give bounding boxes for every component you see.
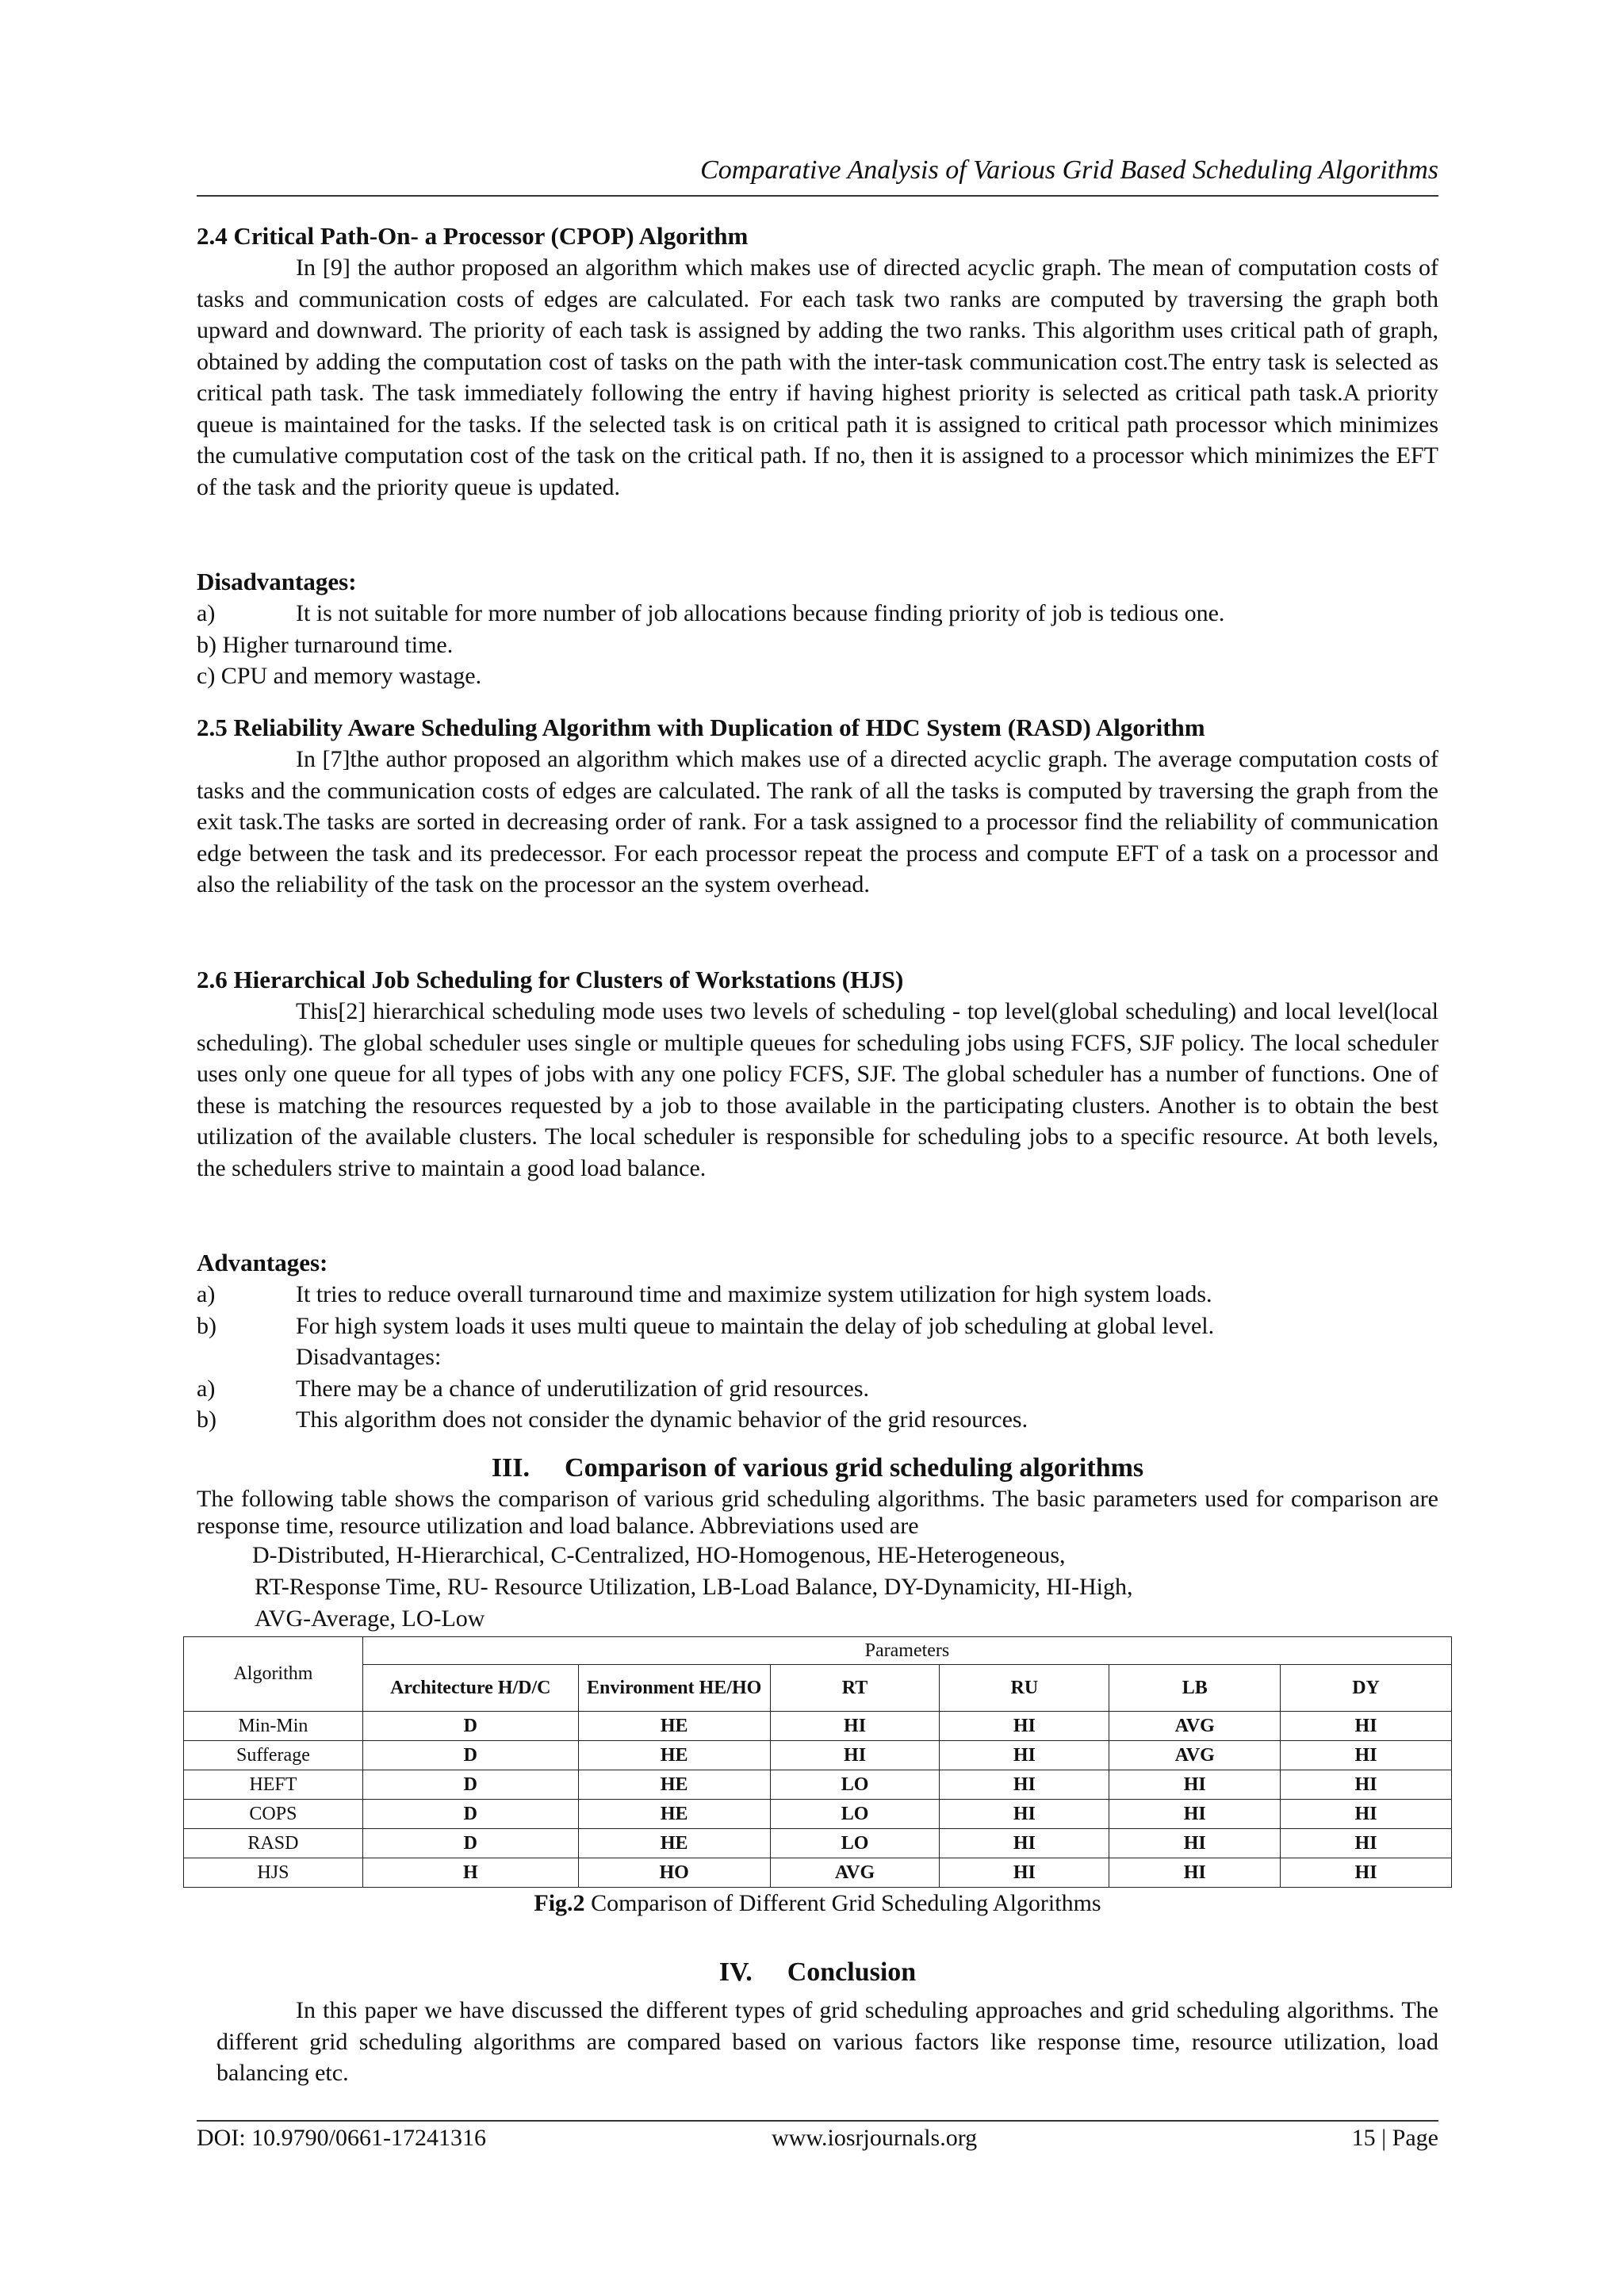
section-body: In [9] the author proposed an algorithm which makes use of directed acyclic graph. The mean of computation costs of tasks and communication costs of edges are calculated. For each task two ranks are computed by traversing the graph both upward and downward. The priority of each task is assigned by adding the two ranks. This algorithm uses critical path of graph, obtained by adding the computation cost of tasks on the path with the inter-task communication cost.The entry task is selected as critical path task. The task immediately following the entry if having highest priority is selected as critical path task.A priority queue is maintained for the tasks. If the selected task is on critical path it is assigned to critical path processor which minimizes the cumulative computation cost of the task on the critical path. If no, then it is assigned to a processor which minimizes the EFT of the task and the priority queue is updated. (197, 254, 1438, 500)
section-conclusion (197, 1955, 1438, 2089)
table-cell: D (362, 1770, 578, 1800)
table-cell: HI (1109, 1858, 1281, 1888)
section-body: This[2] hierarchical scheduling mode uses two levels of scheduling - top level(global scheduling) and local level(local scheduling). The global scheduler uses single or multiple queues for scheduling jobs using FCFS, SJF policy. The local scheduler uses only one queue for all types of jobs with any one policy FCFS, SJF. The global scheduler has a number of functions. One of these is matching the resources requested by a job to those available in the participating clusters. Another is to obtain the best utilization of the available clusters. The local scheduler is responsible for scheduling jobs to a specific resource. At both levels, the schedulers strive to maintain a good load balance. (197, 998, 1438, 1181)
list-item: b) Higher turnaround time. (197, 631, 454, 658)
table-row (184, 1800, 1452, 1829)
abbreviation-line: AVG-Average, LO-Low (255, 1605, 485, 1632)
list-item: a) There may be a chance of underutilization of grid resources. (197, 1375, 870, 1402)
table-header-row (184, 1665, 1452, 1712)
table-cell: HE (578, 1770, 770, 1800)
running-header: Comparative Analysis of Various Grid Based Scheduling Algorithms (700, 155, 1438, 185)
table-cell: HI (940, 1770, 1109, 1800)
section-heading: 2.6 Hierarchical Job Scheduling for Clusters of Workstations (HJS) (197, 966, 904, 993)
section-rasd (197, 712, 1438, 901)
table-cell: HI (1109, 1770, 1281, 1800)
table-cell: LO (770, 1829, 940, 1858)
table-header-row (184, 1637, 1452, 1665)
section-body: The following table shows the comparison of various grid scheduling algorithms. The basic parameters used for comparison are response time, resource utilization and load balance. Abbreviations used are (197, 1486, 1438, 1539)
table-cell: RASD (184, 1829, 363, 1858)
table-header-cell: DY (1281, 1665, 1452, 1712)
table-cell: D (362, 1800, 578, 1829)
section-title: III. Comparison of various grid scheduling algorithms (491, 1453, 1144, 1483)
table-cell: D (362, 1829, 578, 1858)
section-body: In [7]the author proposed an algorithm which makes use of a directed acyclic graph. The average computation costs of tasks and the communication costs of edges are calculated. The rank of all the tasks is computed by traversing the graph from the exit task.The tasks are sorted in decreasing order of rank. For a task assigned to a processor find the reliability of communication edge between the task and its predecessor. For each processor repeat the process and compute EFT of a task on a processor and also the reliability of the task on the processor an the system overhead. (197, 746, 1438, 897)
table-cell: Min-Min (184, 1712, 363, 1741)
table-cell: HI (770, 1712, 940, 1741)
table-cell: HO (578, 1858, 770, 1888)
footer-rule (197, 2120, 1438, 2122)
section-body: In this paper we have discussed the different types of grid scheduling approaches and grid scheduling algorithms. The different grid scheduling algorithms are compared based on various factors like response time, resource utilization, load balancing etc. (216, 1997, 1438, 2086)
table-cell: LO (770, 1800, 940, 1829)
table-header-cell: Algorithm (184, 1637, 363, 1712)
list-title: Disadvantages: (197, 568, 357, 595)
table-header-cell: Architecture H/D/C (362, 1665, 578, 1712)
section-cpop (197, 220, 1438, 503)
doi-text: DOI: 10.9790/0661-17241316 (197, 2125, 486, 2151)
table-cell: HI (1281, 1858, 1452, 1888)
table-row (184, 1829, 1452, 1858)
table-cell: COPS (184, 1800, 363, 1829)
table-cell: AVG (1109, 1741, 1281, 1770)
page-number: 15 | Page (1351, 2125, 1438, 2151)
header-rule (197, 195, 1438, 197)
table-cell: HI (940, 1858, 1109, 1888)
table-cell: AVG (770, 1858, 940, 1888)
table-row (184, 1858, 1452, 1888)
table-cell: H (362, 1858, 578, 1888)
table-cell: HE (578, 1741, 770, 1770)
table-cell: HI (1109, 1800, 1281, 1829)
table-cell: D (362, 1741, 578, 1770)
hjs-advantages (197, 1247, 1438, 1436)
table-cell: D (362, 1712, 578, 1741)
table-cell: HE (578, 1800, 770, 1829)
table-row (184, 1712, 1452, 1741)
table-header-cell: RU (940, 1665, 1109, 1712)
table-cell: HE (578, 1829, 770, 1858)
list-item: b) For high system loads it uses multi queue to maintain the delay of job scheduling at global level. (197, 1312, 1215, 1339)
table-cell: HI (940, 1712, 1109, 1741)
table-row (184, 1770, 1452, 1800)
section-heading: 2.5 Reliability Aware Scheduling Algorithm with Duplication of HDC System (RASD) Algorithm (197, 714, 1205, 741)
abbreviation-line: D-Distributed, H-Hierarchical, C-Centralized, HO-Homogenous, HE-Heterogeneous, (252, 1542, 1066, 1568)
table-cell: HE (578, 1712, 770, 1741)
journal-site-link[interactable]: www.iosrjournals.org (772, 2125, 978, 2151)
table-header-cell: LB (1109, 1665, 1281, 1712)
section-heading: 2.4 Critical Path-On- a Processor (CPOP) Algorithm (197, 222, 749, 250)
table-cell: HI (1281, 1800, 1452, 1829)
table-cell: HEFT (184, 1770, 363, 1800)
section-title: IV. Conclusion (718, 1957, 917, 1987)
table-cell: HI (1109, 1829, 1281, 1858)
cpop-disadvantages (197, 566, 1438, 692)
table-cell: HI (940, 1741, 1109, 1770)
list-item: b) This algorithm does not consider the dynamic behavior of the grid resources. (197, 1406, 1028, 1433)
table-header-cell: RT (770, 1665, 940, 1712)
table-header-cell: Environment HE/HO (578, 1665, 770, 1712)
table-cell: HI (1281, 1829, 1452, 1858)
abbreviation-line: RT-Response Time, RU- Resource Utilization, LB-Load Balance, DY-Dynamicity, HI-High, (255, 1574, 1133, 1600)
table-cell: HI (1281, 1741, 1452, 1770)
list-item: a) It tries to reduce overall turnaround time and maximize system utilization for high system loads. (197, 1281, 1212, 1307)
table-cell: HI (940, 1800, 1109, 1829)
list-title: Advantages: (197, 1249, 328, 1276)
table-cell: HI (940, 1829, 1109, 1858)
table-cell: HI (770, 1741, 940, 1770)
section-comparison (197, 1451, 1438, 1635)
list-item: Disadvantages: (296, 1344, 442, 1370)
table-header-cell: Parameters (362, 1637, 1451, 1665)
table-cell: HI (1281, 1712, 1452, 1741)
list-item: a) It is not suitable for more number of job allocations because finding priority of job is tedious one. (197, 600, 1225, 626)
list-item: c) CPU and memory wastage. (197, 663, 482, 689)
table-cell: AVG (1109, 1712, 1281, 1741)
comparison-table (183, 1636, 1452, 1888)
figure-caption: Fig.2 Comparison of Different Grid Scheduling Algorithms (534, 1890, 1101, 1916)
table-row (184, 1741, 1452, 1770)
table-cell: HJS (184, 1858, 363, 1888)
section-hjs (197, 964, 1438, 1184)
table-cell: Sufferage (184, 1741, 363, 1770)
table-cell: HI (1281, 1770, 1452, 1800)
table-cell: LO (770, 1770, 940, 1800)
